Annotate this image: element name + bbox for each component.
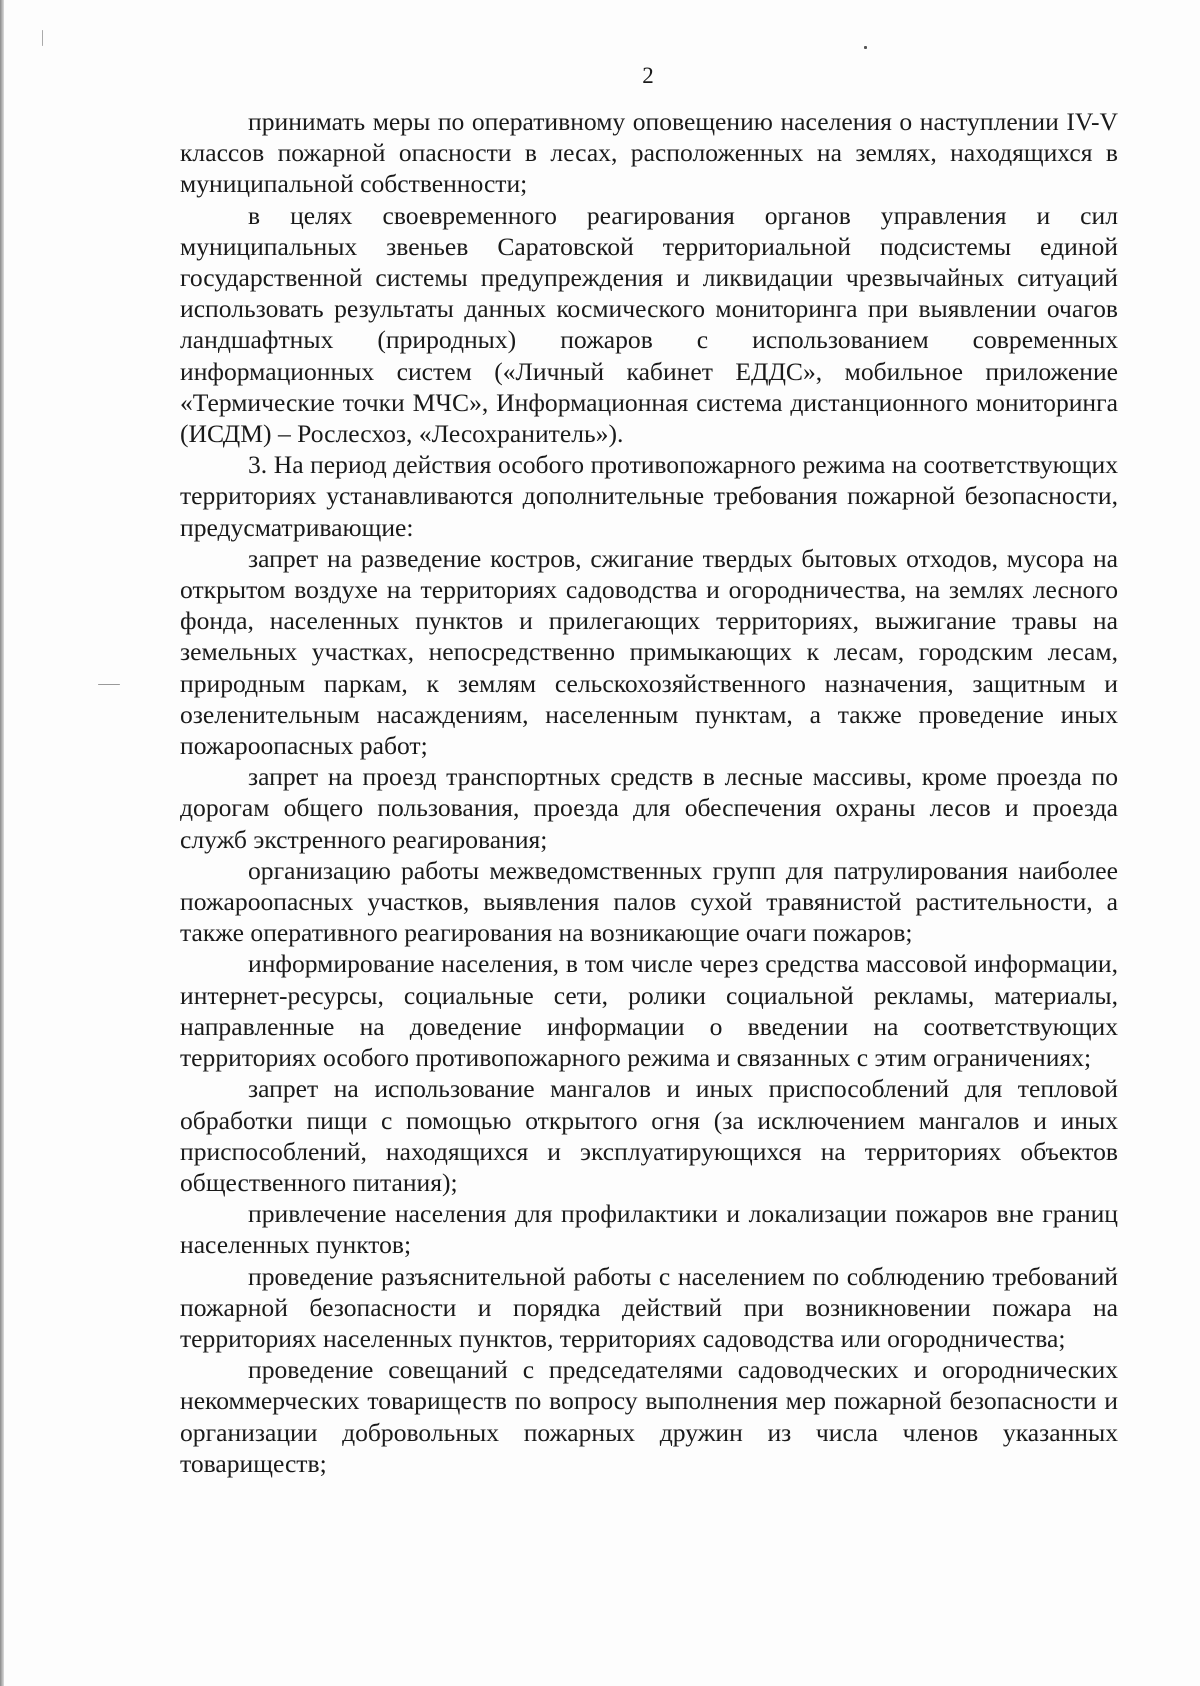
paragraph: проведение разъяснительной работы с населением по соблюдению требований пожарной безопасности и порядка действий при возникновении пожара на территориях населенных пунктов, территориях садоводства или огородничества; [180,1261,1118,1353]
scan-speck [98,684,120,685]
paragraph: 3. На период действия особого противопожарного режима на соответствующих территориях устанавливаются дополнительные требования пожарной безопасности, предусматривающие: [180,450,1118,542]
paragraph: в целях своевременного реагирования органов управления и сил муниципальных звеньев Саратовской территориальной подсистемы единой государственной системы предупреждения и ликвидации чрезвычайных ситуаций использовать результаты данных космического мониторинга при выявлении очагов ландшафтных (природных) пожаров с использованием современных информационных систем («Личный кабинет ЕДДС», мобильное приложение «Термические точки МЧС», Информационная система дистанционного мониторинга (ИСДМ) – Рослесхоз, «Лесохранитель»). [180,200,1118,449]
scan-edge [0,0,4,1686]
page-number: 2 [642,63,654,88]
paragraph: запрет на использование мангалов и иных приспособлений для тепловой обработки пищи с помощью открытого огня (за исключением мангалов и иных приспособлений, находящихся и эксплуатирующихся на территориях объектов общественного питания); [180,1074,1118,1197]
scan-speck [864,46,867,49]
paragraph: информирование населения, в том числе через средства массовой информации, интернет-ресурсы, социальные сети, ролики социальной рекламы, материалы, направленные на доведение информации о введении на соответствующих территориях особого противопожарного режима и связанных с этим ограничениях; [180,949,1118,1073]
paragraph: привлечение населения для профилактики и локализации пожаров вне границ населенных пунктов; [180,1199,1118,1260]
paragraph: проведение совещаний с председателями садоводческих и огороднических некоммерческих товариществ по вопросу выполнения мер пожарной безопасности и организации добровольных пожарных дружин из числа членов указанных товариществ; [180,1355,1118,1478]
paragraph: принимать меры по оперативному оповещению населения о наступлении IV-V классов пожарной опасности в лесах, расположенных на землях, находящихся в муниципальной собственности; [180,107,1118,199]
scan-speck [42,30,43,46]
paragraph: организацию работы межведомственных групп для патрулирования наиболее пожароопасных участков, выявления палов сухой травянистой растительности, а также оперативного реагирования на возникающие очаги пожаров; [180,855,1118,948]
paragraph: запрет на разведение костров, сжигание твердых бытовых отходов, мусора на открытом воздухе на территориях садоводства и огородничества, на землях лесного фонда, населенных пунктов и прилегающих территориях, выжигание травы на земельных участках, непосредственно примыкающих к лесам, городским лесам, природным паркам, к землям сельскохозяйственного назначения, защитным и озеленительным насаждениям, населенным пунктам, а также проведение иных пожароопасных работ; [180,543,1118,761]
paragraph: запрет на проезд транспортных средств в лесные массивы, кроме проезда по дорогам общего пользования, проезда для обеспечения охраны лесов и проезда служб экстренного реагирования; [180,762,1118,854]
document-body [180,106,1118,1479]
